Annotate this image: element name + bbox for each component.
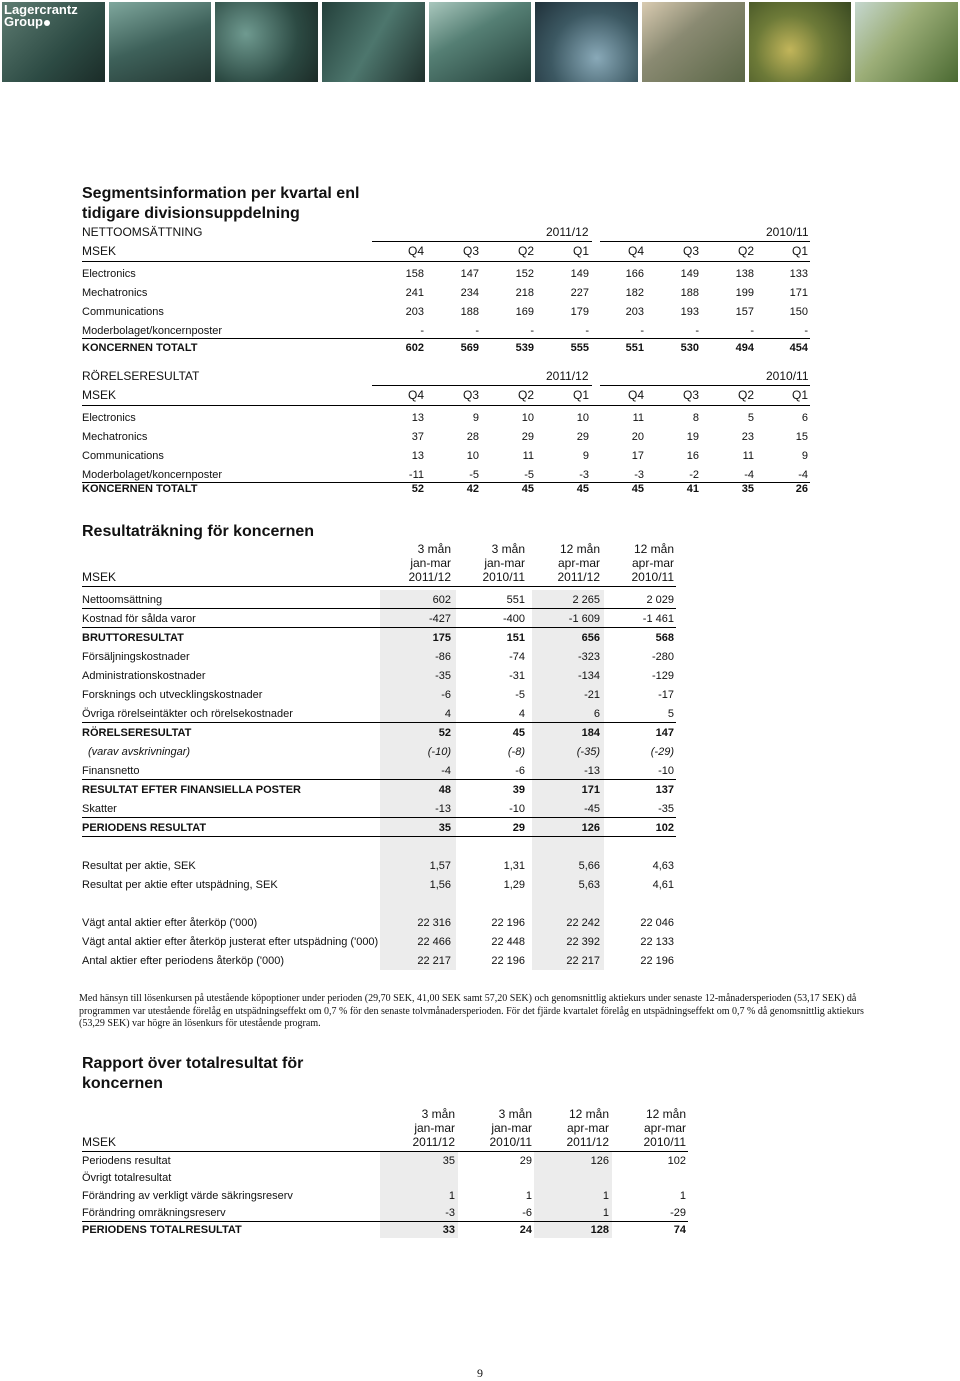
cell-value: -10 (509, 803, 525, 815)
cell-value: -31 (509, 670, 525, 682)
cell-value: 35 (442, 1155, 455, 1167)
column-header: 2010/11 (631, 570, 674, 584)
cell-value: -6 (515, 765, 525, 777)
cell-value: -11 (408, 469, 424, 481)
cell-value: 102 (655, 822, 674, 834)
cell-value: -3 (634, 469, 644, 481)
cell-value: 22 196 (491, 917, 525, 929)
divider (82, 779, 676, 780)
cell-value: 199 (735, 287, 754, 299)
column-header: 3 mån (491, 542, 525, 556)
column-header: apr-mar (643, 1121, 686, 1135)
total-result-title-line1: Rapport över totalresultat för (82, 1055, 304, 1072)
row-label: Communications (82, 306, 164, 318)
shaded-column (380, 590, 456, 970)
cell-value: -280 (651, 651, 674, 663)
banner-image (642, 2, 745, 82)
row-label: Vägt antal aktier efter återköp justerat efter utspädning ('000) (82, 936, 379, 948)
cell-value: 5,63 (578, 879, 600, 891)
cell-value: 17 (631, 450, 644, 462)
row-label: Moderbolaget/koncernposter (82, 325, 223, 337)
cell-value: 9 (801, 450, 808, 462)
unit-label: MSEK (82, 1135, 117, 1149)
cell-value: -5 (524, 469, 534, 481)
cell-value: -134 (577, 670, 600, 682)
cell-value: -4 (441, 765, 451, 777)
quarter-header: Q3 (682, 244, 699, 258)
segment-title-line2: tidigare divisionsuppdelning (82, 205, 300, 222)
cell-value: - (750, 325, 754, 337)
cell-value: -129 (651, 670, 674, 682)
cell-value: 74 (673, 1224, 686, 1236)
cell-value: 203 (405, 306, 424, 318)
year-label: 2010/11 (766, 369, 809, 383)
cell-value: -29 (670, 1207, 686, 1219)
row-label: Antal aktier efter periodens återköp ('000) (82, 955, 285, 967)
cell-value: 22 217 (566, 955, 600, 967)
cell-value: 171 (581, 784, 600, 796)
cell-value: - (804, 325, 808, 337)
cell-value: 39 (512, 784, 525, 796)
cell-value: 175 (432, 632, 451, 644)
year-label: 2011/12 (546, 369, 589, 383)
cell-value: 45 (631, 483, 644, 495)
year-label: 2010/11 (766, 225, 809, 239)
cell-value: 166 (625, 268, 644, 280)
row-label: Vägt antal aktier efter återköp ('000) (82, 917, 258, 929)
cell-value: 26 (795, 483, 808, 495)
cell-value: 19 (686, 431, 699, 443)
logo-line-2 (4, 16, 78, 28)
banner-image (215, 2, 318, 82)
cell-value: 218 (515, 287, 534, 299)
cell-value: 1,31 (503, 860, 525, 872)
cell-value: 158 (405, 268, 424, 280)
cell-value: 138 (735, 268, 754, 280)
cell-value: 151 (506, 632, 525, 644)
column-header: 2011/12 (566, 1135, 609, 1149)
row-label: Electronics (82, 412, 136, 424)
cell-value: 13 (411, 412, 424, 424)
column-header: 3 mån (417, 542, 451, 556)
logo-text: Group (4, 14, 43, 29)
cell-value: 150 (789, 306, 808, 318)
cell-value: 15 (795, 431, 808, 443)
cell-value: 152 (515, 268, 534, 280)
banner-image (109, 2, 212, 82)
cell-value: - (420, 325, 424, 337)
banner-image (855, 2, 958, 82)
row-label: Nettoomsättning (82, 594, 163, 606)
column-header: apr-mar (557, 556, 600, 570)
cell-value: 29 (576, 431, 589, 443)
cell-value: 8 (692, 412, 699, 424)
cell-value: 11 (632, 412, 644, 424)
cell-value: -2 (689, 469, 699, 481)
divider (82, 1221, 688, 1222)
row-label: PERIODENS TOTALRESULTAT (82, 1224, 242, 1236)
cell-value: 4,61 (652, 879, 674, 891)
column-header: jan-mar (414, 1121, 455, 1135)
cell-value: 126 (590, 1155, 609, 1167)
divider (82, 608, 676, 609)
cell-value: -427 (428, 613, 451, 625)
cell-value: -13 (435, 803, 451, 815)
row-label: Administrationskostnader (82, 670, 206, 682)
cell-value: -6 (522, 1207, 532, 1219)
cell-value: 48 (438, 784, 451, 796)
row-label: KONCERNEN TOTALT (82, 342, 198, 354)
column-header: 12 mån (645, 1107, 686, 1121)
income-statement-title: Resultaträkning för koncernen (82, 523, 315, 540)
quarter-header: Q1 (791, 388, 808, 402)
cell-value: -35 (435, 670, 451, 682)
cell-value: 184 (581, 727, 600, 739)
column-header: apr-mar (566, 1121, 609, 1135)
cell-value: -4 (798, 469, 808, 481)
cell-value: 22 242 (566, 917, 600, 929)
quarter-header: Q2 (517, 244, 534, 258)
row-label: Finansnetto (82, 765, 140, 777)
cell-value: 45 (521, 483, 534, 495)
quarter-header: Q1 (572, 388, 589, 402)
cell-value: 9 (472, 412, 479, 424)
cell-value: 20 (631, 431, 644, 443)
cell-value: 555 (570, 342, 589, 354)
cell-value: 494 (735, 342, 754, 354)
cell-value: 1 (679, 1190, 686, 1202)
row-label: Övrigt totalresultat (82, 1172, 172, 1184)
cell-value: 241 (405, 287, 424, 299)
cell-value: 569 (460, 342, 479, 354)
company-logo (4, 4, 78, 28)
unit-label: MSEK (82, 570, 117, 584)
cell-value: 102 (667, 1155, 686, 1167)
column-header: 2010/11 (482, 570, 525, 584)
row-label: Kostnad för sålda varor (82, 613, 196, 625)
divider (82, 261, 810, 262)
cell-value: 22 133 (640, 936, 674, 948)
column-header: 12 mån (633, 542, 674, 556)
cell-value: 11 (742, 450, 754, 462)
cell-value: 22 196 (640, 955, 674, 967)
cell-value: 1 (448, 1190, 455, 1202)
cell-value: -1 609 (568, 613, 600, 625)
page-number: 9 (477, 1366, 483, 1380)
row-label: PERIODENS RESULTAT (82, 822, 207, 834)
year-label: 2011/12 (546, 225, 589, 239)
cell-value: 147 (655, 727, 674, 739)
footnote: Med hänsyn till lösenkursen på utestående köpoptioner under perioden (29,70 SEK, 41,00 SEK samt 57,20 SEK) och genomsnittlig aktiekurs under senaste 12-månadersperioden (53,17 SEK) då programmen var utestående förelåg en utspädningseffekt om 0,7 % för den senaste tolvmånadersperioden. För det fjärde kvartalet förelåg en utspädningseffekt om 0,7 % då genomsnittlig aktiekurs (53,29 SEK) var högre än lösenkurs för utestående program. (79, 993, 864, 1029)
cell-value: -6 (441, 689, 451, 701)
cell-value: 182 (625, 287, 644, 299)
quarter-header: Q4 (407, 244, 424, 258)
cell-value: 52 (411, 483, 424, 495)
cell-value: -35 (658, 803, 674, 815)
cell-value: - (585, 325, 589, 337)
cell-value: 133 (789, 268, 808, 280)
banner-image (429, 2, 532, 82)
cell-value: - (695, 325, 699, 337)
cell-value: -323 (577, 651, 600, 663)
row-label: Resultat per aktie efter utspädning, SEK (82, 879, 278, 891)
row-label: RESULTAT EFTER FINANSIELLA POSTER (82, 784, 301, 796)
cell-value: -13 (584, 765, 600, 777)
cell-value: - (530, 325, 534, 337)
cell-value: 568 (655, 632, 674, 644)
cell-value: 9 (582, 450, 589, 462)
cell-value: 157 (735, 306, 754, 318)
divider (372, 385, 592, 386)
cell-value: 52 (438, 727, 451, 739)
banner-image (535, 2, 638, 82)
row-label: Forsknings och utvecklingskostnader (82, 689, 263, 701)
shaded-column (532, 590, 604, 970)
row-label: Periodens resultat (82, 1155, 171, 1167)
cell-value: 539 (515, 342, 534, 354)
cell-value: 23 (741, 431, 754, 443)
row-label: Skatter (82, 803, 117, 815)
cell-value: -3 (579, 469, 589, 481)
cell-value: 188 (680, 287, 699, 299)
quarter-header: Q2 (517, 388, 534, 402)
cell-value: 35 (741, 483, 754, 495)
cell-value: 149 (570, 268, 589, 280)
column-header: apr-mar (631, 556, 674, 570)
cell-value: 4 (518, 708, 525, 720)
cell-value: 41 (686, 483, 699, 495)
cell-value: 203 (625, 306, 644, 318)
quarter-header: Q3 (462, 244, 479, 258)
row-label: BRUTTORESULTAT (82, 632, 184, 644)
column-header: 2011/12 (412, 1135, 455, 1149)
row-label: Electronics (82, 268, 136, 280)
quarter-header: Q4 (627, 388, 644, 402)
cell-value: -10 (658, 765, 674, 777)
total-result-title-line2: koncernen (82, 1075, 163, 1092)
cell-value: 188 (460, 306, 479, 318)
cell-value: 656 (581, 632, 600, 644)
cell-value: 10 (576, 412, 589, 424)
cell-value: 2 029 (646, 594, 674, 606)
cell-value: 128 (590, 1224, 609, 1236)
logo-dot-icon (44, 20, 50, 26)
cell-value: 1,57 (429, 860, 451, 872)
quarter-header: Q3 (462, 388, 479, 402)
column-header: 2010/11 (489, 1135, 532, 1149)
cell-value: 5 (747, 412, 754, 424)
divider (372, 241, 592, 242)
divider (82, 817, 676, 818)
divider (82, 836, 676, 837)
cell-value: (-35) (576, 746, 600, 758)
column-header: 3 mån (498, 1107, 532, 1121)
cell-value: 22 316 (417, 917, 451, 929)
cell-value: -86 (435, 651, 451, 663)
cell-value: 551 (625, 342, 644, 354)
row-label: Förändring av verkligt värde säkringsreserv (82, 1190, 293, 1202)
cell-value: -4 (744, 469, 754, 481)
row-label: (varav avskrivningar) (88, 746, 191, 758)
cell-value: 551 (506, 594, 525, 606)
cell-value: 37 (411, 431, 424, 443)
cell-value: 22 466 (417, 936, 451, 948)
cell-value: 45 (576, 483, 589, 495)
cell-value: 22 196 (491, 955, 525, 967)
banner-image (322, 2, 425, 82)
row-label: Försäljningskostnader (82, 651, 190, 663)
divider (600, 241, 810, 242)
cell-value: 602 (405, 342, 424, 354)
column-header: jan-mar (491, 1121, 532, 1135)
quarter-header: Q1 (572, 244, 589, 258)
cell-value: 227 (570, 287, 589, 299)
section-label: RÖRELSERESULTAT (82, 369, 200, 383)
logo-line-1: Lagercrantz (4, 2, 78, 17)
cell-value: 13 (411, 450, 424, 462)
cell-value: 171 (789, 287, 808, 299)
cell-value: (-8) (507, 746, 525, 758)
cell-value: 2 265 (572, 594, 600, 606)
cell-value: 42 (466, 483, 479, 495)
row-label: RÖRELSERESULTAT (82, 727, 192, 739)
cell-value: (-10) (427, 746, 451, 758)
cell-value: -21 (584, 689, 600, 701)
header-banner (0, 0, 960, 83)
column-header: 2011/12 (557, 570, 600, 584)
column-header: 2011/12 (408, 570, 451, 584)
divider (82, 338, 810, 339)
cell-value: 5,66 (578, 860, 600, 872)
quarter-header: Q4 (407, 388, 424, 402)
row-label: Mechatronics (82, 287, 148, 299)
cell-value: 149 (680, 268, 699, 280)
cell-value: 1,29 (503, 879, 525, 891)
cell-value: 10 (521, 412, 534, 424)
cell-value: 4 (444, 708, 451, 720)
section-label: NETTOOMSÄTTNING (82, 225, 203, 239)
cell-value: 22 448 (491, 936, 525, 948)
row-label: Resultat per aktie, SEK (82, 860, 196, 872)
column-header: 12 mån (568, 1107, 609, 1121)
row-label: KONCERNEN TOTALT (82, 483, 198, 495)
quarter-header: Q3 (682, 388, 699, 402)
divider (82, 586, 676, 587)
row-label: Moderbolaget/koncernposter (82, 469, 223, 481)
divider (82, 1151, 688, 1152)
cell-value: 137 (655, 784, 674, 796)
cell-value: 22 392 (566, 936, 600, 948)
cell-value: 169 (515, 306, 534, 318)
cell-value: 28 (466, 431, 479, 443)
cell-value: -3 (445, 1207, 455, 1219)
cell-value: 193 (680, 306, 699, 318)
column-header: 3 mån (421, 1107, 455, 1121)
cell-value: 5 (667, 708, 674, 720)
cell-value: 33 (442, 1224, 455, 1236)
cell-value: 29 (512, 822, 525, 834)
cell-value: 6 (801, 412, 808, 424)
cell-value: 602 (432, 594, 451, 606)
cell-value: 1 (602, 1207, 609, 1219)
cell-value: 6 (593, 708, 600, 720)
cell-value: 29 (521, 431, 534, 443)
cell-value: -1 461 (642, 613, 674, 625)
unit-label: MSEK (82, 388, 117, 402)
column-header: jan-mar (410, 556, 451, 570)
unit-label: MSEK (82, 244, 117, 258)
cell-value: 16 (686, 450, 699, 462)
cell-value: -74 (509, 651, 525, 663)
cell-value: 530 (680, 342, 699, 354)
cell-value: -45 (584, 803, 600, 815)
quarter-header: Q1 (791, 244, 808, 258)
quarter-header: Q4 (627, 244, 644, 258)
cell-value: 147 (460, 268, 479, 280)
column-header: 12 mån (559, 542, 600, 556)
quarter-header: Q2 (737, 244, 754, 258)
cell-value: 454 (789, 342, 808, 354)
cell-value: -17 (658, 689, 674, 701)
cell-value: 1 (525, 1190, 532, 1202)
cell-value: 10 (466, 450, 479, 462)
row-label: Övriga rörelseintäkter och rörelsekostnader (82, 708, 293, 720)
cell-value: 179 (570, 306, 589, 318)
divider (82, 405, 810, 406)
column-header: jan-mar (484, 556, 525, 570)
divider (82, 627, 676, 628)
row-label: Förändring omräkningsreserv (82, 1207, 226, 1219)
row-label: Mechatronics (82, 431, 148, 443)
cell-value: -5 (469, 469, 479, 481)
column-header: 2010/11 (643, 1135, 686, 1149)
cell-value: 45 (512, 727, 525, 739)
cell-value: -400 (502, 613, 525, 625)
cell-value: (-29) (650, 746, 674, 758)
cell-value: 29 (519, 1155, 532, 1167)
cell-value: 11 (522, 450, 534, 462)
banner-image (749, 2, 852, 82)
cell-value: 24 (519, 1224, 532, 1236)
cell-value: 4,63 (652, 860, 674, 872)
divider (600, 385, 810, 386)
cell-value: - (475, 325, 479, 337)
cell-value: 1 (602, 1190, 609, 1202)
cell-value: - (640, 325, 644, 337)
cell-value: 35 (438, 822, 451, 834)
quarter-header: Q2 (737, 388, 754, 402)
divider (82, 722, 676, 723)
cell-value: 1,56 (429, 879, 451, 891)
cell-value: 22 217 (417, 955, 451, 967)
cell-value: 22 046 (640, 917, 674, 929)
cell-value: 234 (460, 287, 479, 299)
cell-value: -5 (515, 689, 525, 701)
segment-title-line1: Segmentsinformation per kvartal enl (82, 185, 360, 202)
row-label: Communications (82, 450, 164, 462)
cell-value: 126 (581, 822, 600, 834)
